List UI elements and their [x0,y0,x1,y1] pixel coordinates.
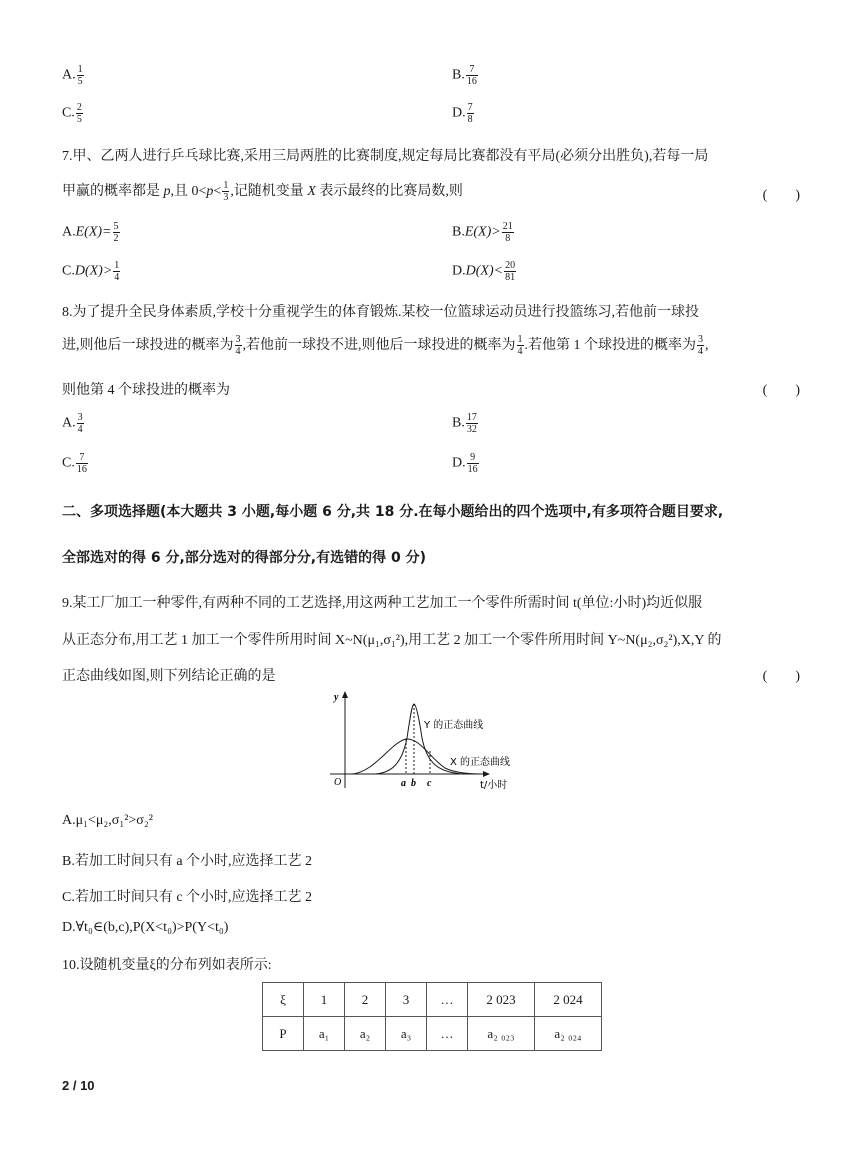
table-row [263,1017,602,1051]
q7-option-a: A.E(X)= $\frac{5}{2}$ [62,221,119,244]
q7-line1: 7.甲、乙两人进行乒乓球比赛,采用三局两胜的比赛制度,规定每局比赛都没有平局(必须分出胜负),若每一局 [62,149,709,164]
table-cell: a₂ ₀₂₄ [535,1017,602,1051]
q9-option-b: B.若加工时间只有 a 个小时,应选择工艺 2 [62,854,313,869]
q8-option-d: D. $\frac{9}{16}$ [452,452,478,475]
q6-option-c: C. $\frac{2}{5}$ [62,102,82,125]
table-cell: P [263,1017,304,1051]
q8-option-a: A. $\frac{3}{4}$ [62,412,83,435]
table-row [263,983,602,1017]
q8-line3: 则他第 4 个球投进的概率为 [62,383,230,398]
q8-option-b: B. $\frac{17}{32}$ [452,412,477,435]
y-axis-arrow [342,691,348,698]
q9-line3: 正态曲线如图,则下列结论正确的是 [62,669,276,684]
table-cell: 3 [386,983,427,1017]
table-cell: a₂ [345,1017,386,1051]
table-cell: … [427,983,468,1017]
x-curve-label: X 的正态曲线 [450,757,511,768]
q7-line2: 甲赢的概率都是 p,且 0<p< $\frac{1}{3}$ ,记随机变量 X 表示最终的比赛局数,则 [62,180,463,204]
q7-answer-paren: ( ) [762,188,800,203]
section2-heading-line1: 二、多项选择题(本大题共 3 小题,每小题 6 分,共 18 分.在每小题给出的四个选项中,有多项符合题目要求, [62,504,724,520]
q8-option-c: C. $\frac{7}{16}$ [62,452,87,475]
table-cell: a₂ ₀₂₃ [468,1017,535,1051]
q9-answer-paren: ( ) [762,669,800,684]
tick-label-b: b [411,778,416,789]
normal-curves-figure [320,688,540,798]
y-axis-label: y [334,692,339,703]
q9-option-a: A.μ₁<μ₂,σ₁²>σ₂² [62,813,153,828]
table-cell: 2 [345,983,386,1017]
table-cell: 2 023 [468,983,535,1017]
q9-option-d: D.∀t₀∈(b,c),P(X<t₀)>P(Y<t₀) [62,920,229,935]
origin-label: O [334,777,342,788]
q9-line1: 9.某工厂加工一种零件,有两种不同的工艺选择,用这两种工艺加工一个零件所需时间 t(单位:小时)均近似服 [62,596,703,611]
q9-option-c: C.若加工时间只有 c 个小时,应选择工艺 2 [62,890,313,905]
x-axis-label: t/小时 [480,780,508,791]
table-cell: ξ [263,983,304,1017]
q8-line2: 进,则他后一球投进的概率为 $\frac{3}{4}$ ,若他前一球投不进,则他后一球投进的概率为 $\frac{1}{4}$ .若他第 1 个球投进的概率为 $\frac{3}{4}$ , [62,334,709,358]
tick-label-c: c [427,778,432,789]
q7-option-d: D.D(X)< $\frac{20}{81}$ [452,260,516,283]
q8-line1: 8.为了提升全民身体素质,学校十分重视学生的体育锻炼.某校一位篮球运动员进行投篮练习,若他前一球投 [62,305,699,320]
table-cell: 1 [304,983,345,1017]
table-cell: … [427,1017,468,1051]
distribution-table [262,982,602,1051]
q8-answer-paren: ( ) [762,383,800,398]
x-axis-arrow [483,771,490,777]
q7-option-b: B.E(X)> $\frac{21}{8}$ [452,221,513,244]
page-number: 2 / 10 [62,1078,95,1093]
q6-option-d: D. $\frac{7}{8}$ [452,102,473,125]
q6-option-a: A. $\frac{1}{5}$ [62,64,83,87]
table-cell: a₃ [386,1017,427,1051]
table-cell: 2 024 [535,983,602,1017]
section2-heading-line2: 全部选对的得 6 分,部分选对的得部分分,有选错的得 0 分) [62,550,427,566]
q7-option-c: C.D(X)> $\frac{1}{4}$ [62,260,120,283]
y-curve-label: Y 的正态曲线 [424,720,484,731]
q10-line1: 10.设随机变量ξ的分布列如表所示: [62,958,272,973]
q9-line2: 从正态分布,用工艺 1 加工一个零件所用时间 X~N(μ₁,σ₁²),用工艺 2 加工一个零件所用时间 Y~N(μ₂,σ₂²),X,Y 的 [62,633,722,648]
tick-label-a: a [401,778,406,789]
q6-option-b: B. $\frac{7}{16}$ [452,64,477,87]
table-cell: a₁ [304,1017,345,1051]
